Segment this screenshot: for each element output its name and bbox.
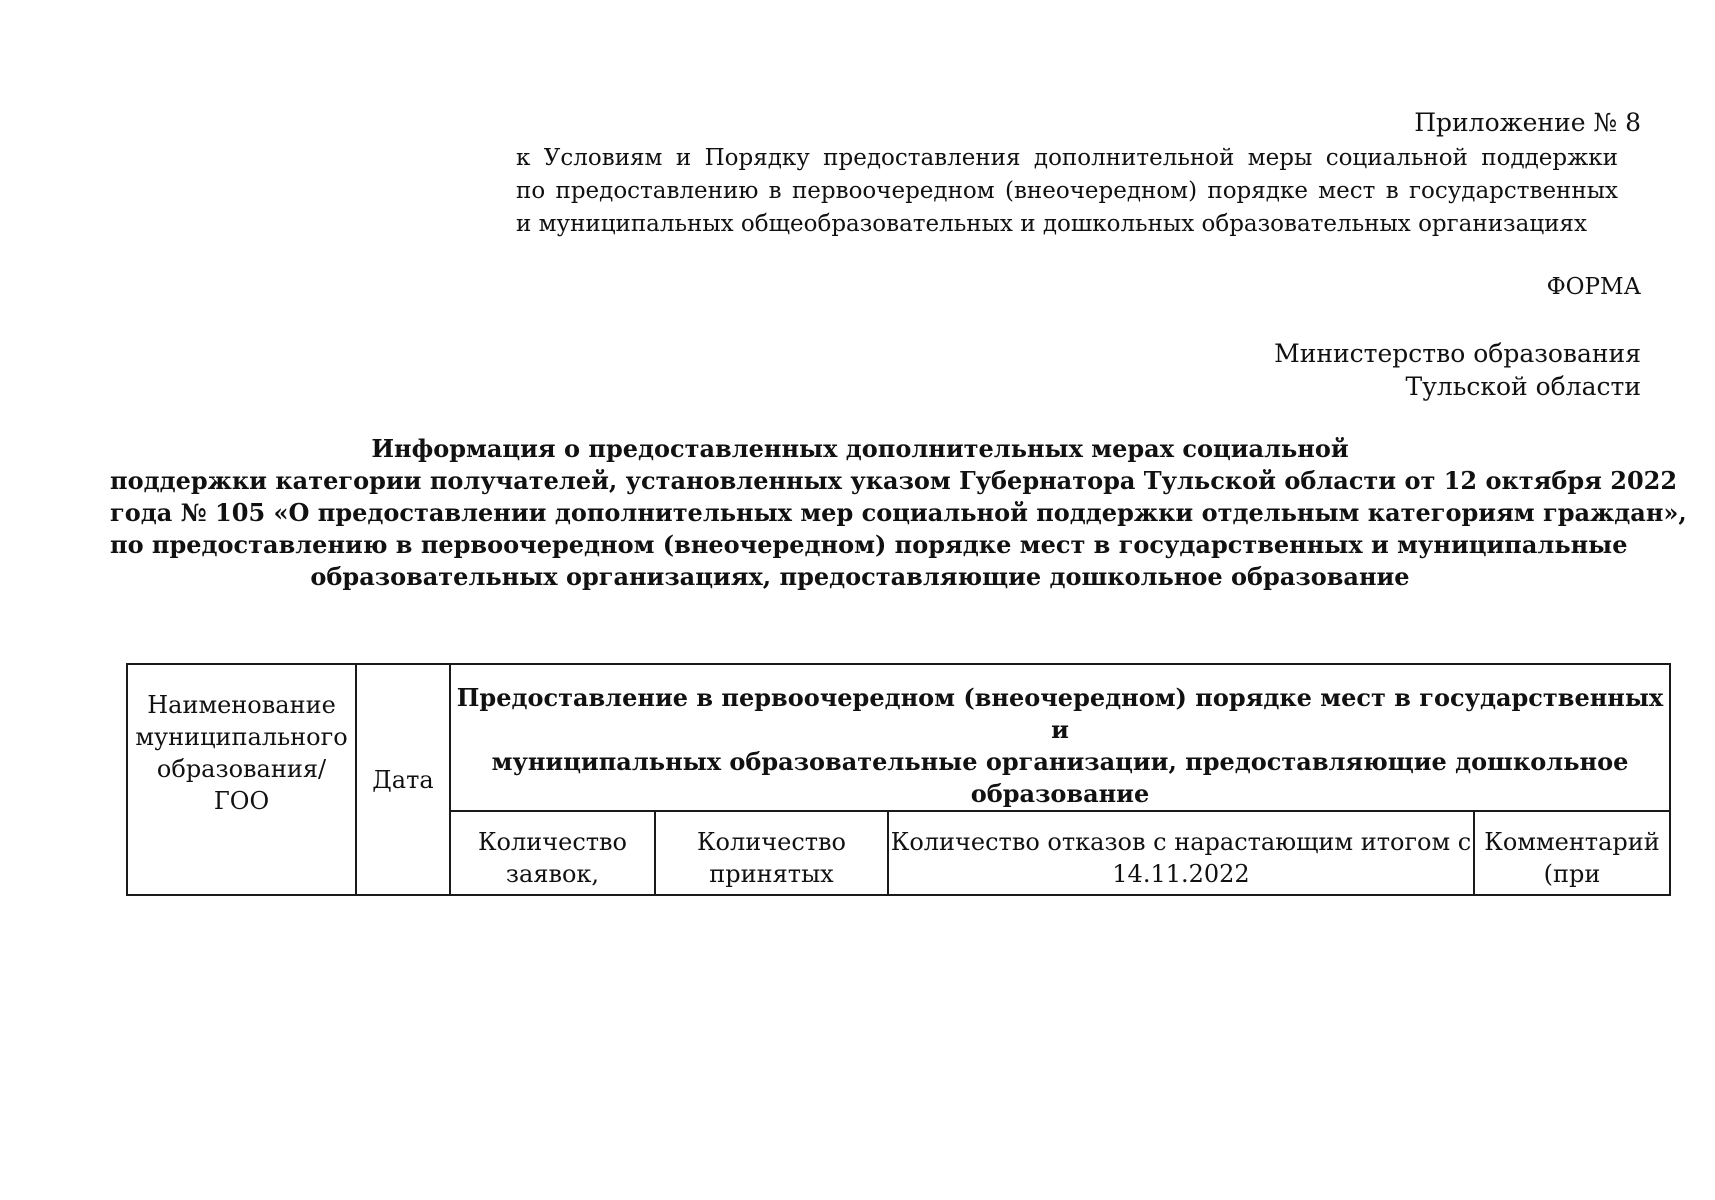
accepted-count-header: Количество принятых	[655, 811, 888, 895]
report-form-table	[126, 663, 1671, 896]
applications-count-header: Количество заявок,	[450, 811, 655, 895]
addressee	[1274, 337, 1641, 403]
appendix-line: к Условиям и Порядку предоставления дополнительной меры социальной поддержки	[516, 145, 1618, 171]
addressee-line: Тульской области	[1405, 372, 1641, 401]
title-line: Информация о предоставленных дополнительных мерах социальной	[371, 434, 1349, 463]
date-column-header: Дата	[356, 664, 450, 895]
addressee-line: Министерство образования	[1274, 339, 1641, 368]
document-title	[110, 433, 1687, 593]
municipality-column-header: Наименование муниципального образования/ ГОО	[127, 664, 356, 895]
title-line: поддержки категории получателей, установленных указом Губернатора Тульской области от 12 октября 2022	[110, 466, 1678, 495]
appendix-line: и муниципальных общеобразовательных и дошкольных образовательных организациях	[516, 211, 1587, 237]
title-line: по предоставлению в первоочередном (внеочередном) порядке мест в государственных и муниципальные	[110, 530, 1628, 559]
appendix-reference	[516, 142, 1618, 241]
form-label: ФОРМА	[1546, 274, 1641, 300]
title-line: года № 105 «О предоставлении дополнительных мер социальной поддержки отдельным категориям граждан»,	[110, 498, 1687, 527]
title-line: образовательных организациях, предоставляющие дошкольное образование	[310, 562, 1410, 591]
table-header-row	[127, 664, 1670, 811]
refusals-count-header: Количество отказов с нарастающим итогом с 14.11.2022	[888, 811, 1474, 895]
comment-header: Комментарий (при	[1474, 811, 1670, 895]
provision-group-header: Предоставление в первоочередном (внеочередном) порядке мест в государственных и муниципальных образовательные организации, предоставляющие дошкольное образование	[450, 664, 1670, 811]
appendix-number: Приложение № 8	[1414, 108, 1641, 137]
appendix-line: по предоставлению в первоочередном (внеочередном) порядке мест в государственных	[516, 178, 1618, 204]
